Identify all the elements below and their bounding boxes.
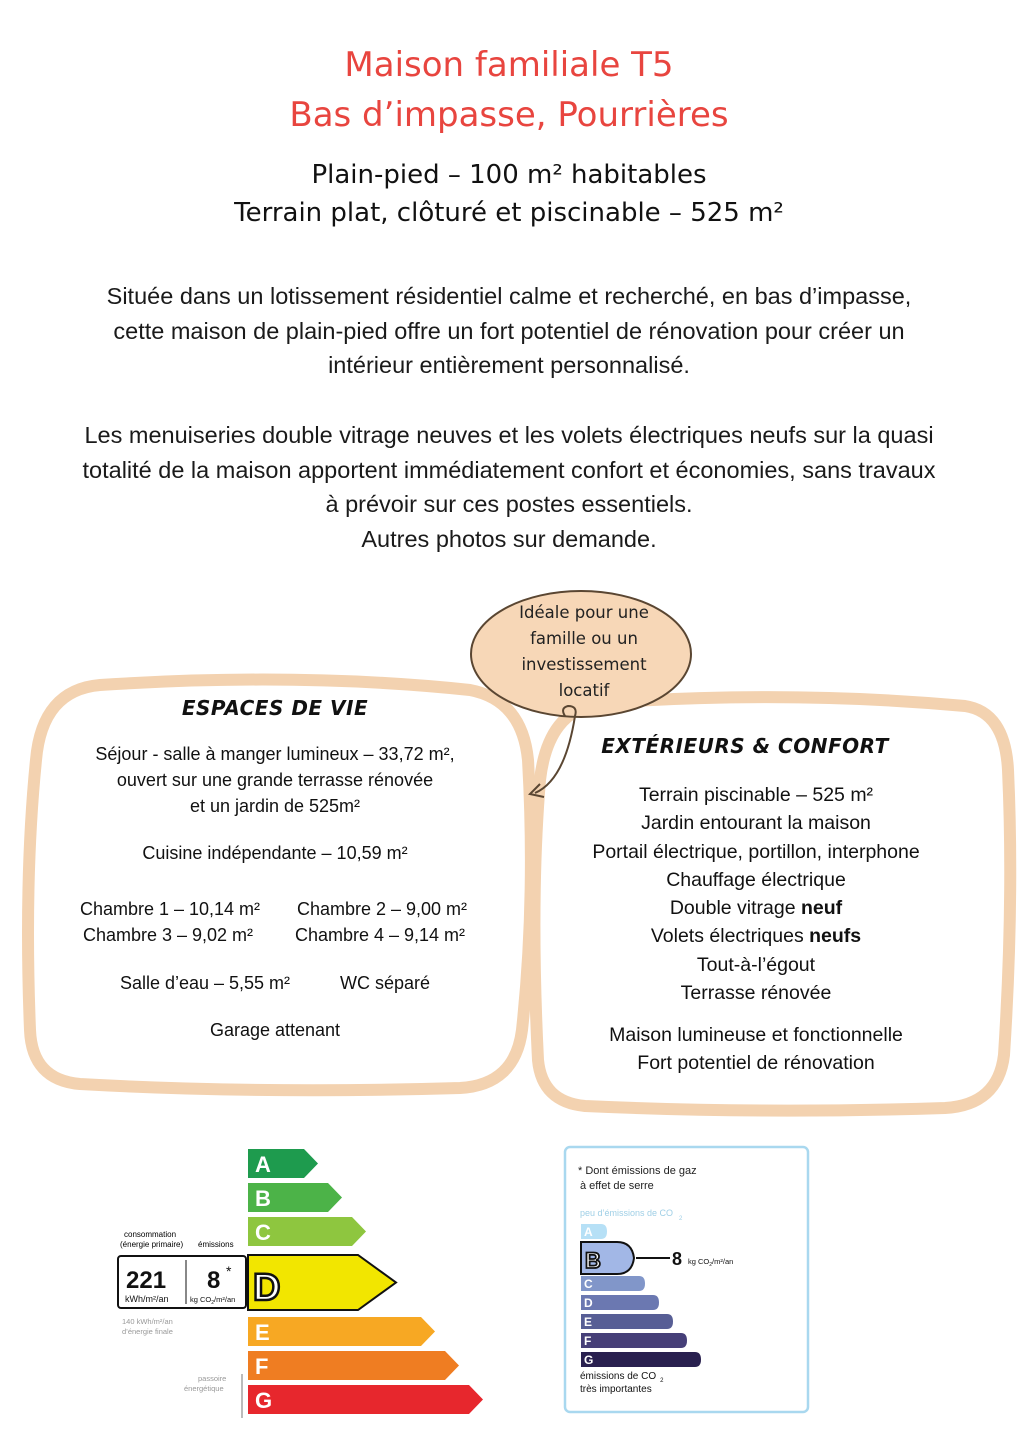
ges-bar-d: [581, 1295, 659, 1310]
volets-bold: neufs: [809, 925, 862, 948]
dpe-bar-g: [248, 1385, 483, 1414]
ges-high-text: émissions de CO: [580, 1371, 657, 1382]
ges-low-text: peu d’émissions de CO: [580, 1208, 674, 1218]
bubble-line: locatif: [558, 681, 610, 700]
dpe-bar-letter-c: C: [255, 1220, 271, 1245]
bubble-line: investissement: [521, 655, 647, 674]
ges-bar-letter-a: A: [584, 1225, 593, 1239]
dpe-bar-letter-f: F: [255, 1354, 269, 1379]
living-wc: WC séparé: [339, 973, 431, 993]
title-line-1: Maison familiale T5: [344, 45, 674, 85]
bubble-line: Idéale pour une: [519, 603, 649, 622]
exterior-item: Tout-à-l’égout: [696, 953, 816, 976]
ges-high-label-2: très importantes: [580, 1384, 652, 1395]
living-chambre-3: Chambre 3 – 9,02 m²: [82, 925, 254, 945]
ges-bar-letter-d: D: [584, 1296, 593, 1310]
ges-bar-letter-f: F: [584, 1334, 592, 1348]
exterior-footer-line: Maison lumineuse et fonctionnelle: [609, 1024, 903, 1046]
ges-bar-letter-c: C: [584, 1277, 593, 1291]
exterior-item-vitrage: [550, 894, 962, 922]
description-line: à prévoir sur ces postes essentiels.: [325, 491, 693, 517]
dpe-unit-suffix: /m²/an: [214, 1295, 236, 1304]
dpe-consumption-unit: kWh/m²/an: [125, 1294, 169, 1304]
ges-unit-sub: 2: [709, 1262, 713, 1268]
dpe-bar-f: [248, 1351, 459, 1380]
dpe-emissions-value: 8: [207, 1267, 221, 1294]
dpe-label-emissions: émissions: [198, 1240, 234, 1249]
ges-low-sub: 2: [679, 1216, 683, 1222]
ges-unit-suffix: /m²/an: [712, 1257, 734, 1266]
dpe-emissions-star: *: [226, 1263, 232, 1279]
living-line: Séjour - salle à manger lumineux – 33,72 m²,: [95, 744, 455, 764]
dpe-bar-letter-b: B: [255, 1186, 271, 1211]
ges-bar-letter-e: E: [584, 1315, 593, 1329]
title-line-2: Bas d’impasse, Pourrières: [289, 95, 729, 135]
living-sejour: [50, 741, 500, 819]
exterior-item-volets: [550, 922, 962, 950]
living-heading: ESPACES DE VIE: [181, 696, 369, 720]
ges-note-1: * Dont émissions de gaz: [578, 1165, 697, 1177]
living-line: ouvert sur une grande terrasse rénovée: [116, 770, 434, 790]
living-chambre-2: Chambre 2 – 9,00 m²: [296, 899, 468, 919]
dpe-bar-e: [248, 1317, 435, 1346]
ges-bar-letter-g: G: [584, 1353, 594, 1367]
dpe-label-consumption-1: consommation: [124, 1230, 177, 1239]
subtitle-line-1: Plain-pied – 100 m² habitables: [311, 160, 707, 190]
living-chambre-4: Chambre 4 – 9,14 m²: [294, 925, 466, 945]
description-line: intérieur entièrement personnalisé.: [328, 352, 690, 378]
dpe-final-energy-2: d’énergie finale: [122, 1327, 173, 1336]
description-line: Située dans un lotissement résidentiel calme et recherché, en bas d’impasse,: [106, 283, 912, 309]
exterior-item: Terrain piscinable – 525 m²: [638, 784, 874, 806]
exterior-footer: [550, 1021, 962, 1078]
dpe-passoire-2: énergétique: [184, 1384, 224, 1393]
living-salle-eau: Salle d’eau – 5,55 m²: [119, 973, 291, 993]
dpe-current-letter: D: [253, 1267, 281, 1309]
description-line: totalité de la maison apportent immédiatement confort et économies, sans travaux: [82, 456, 936, 483]
ges-unit-prefix: kg CO: [688, 1257, 710, 1266]
living-chambre-1: Chambre 1 – 10,14 m²: [79, 899, 261, 919]
volets-text: Volets électriques: [650, 925, 810, 948]
dpe-bar-letter-a: A: [255, 1152, 271, 1177]
description-line: cette maison de plain-pied offre un fort potentiel de rénovation pour créer un: [113, 317, 905, 344]
bubble-text: [480, 600, 688, 704]
living-garage: Garage attenant: [209, 1020, 341, 1040]
ges-high-sub: 2: [660, 1378, 664, 1384]
exterior-item: Jardin entourant la maison: [641, 812, 871, 835]
dpe-bar-letter-e: E: [255, 1320, 270, 1345]
subtitle-line-2: Terrain plat, clôturé et piscinable – 525 m²: [234, 198, 784, 228]
dpe-final-energy-1: 140 kWh/m²/an: [122, 1317, 173, 1326]
dpe-consumption-value: 221: [126, 1267, 167, 1294]
exterior-item: Chauffage électrique: [666, 868, 846, 891]
ges-current-letter: B: [585, 1248, 601, 1273]
dpe-unit-sub: 2: [211, 1300, 215, 1306]
living-cuisine: Cuisine indépendante – 10,59 m²: [142, 843, 408, 863]
exterior-item: Portail électrique, portillon, interphone: [592, 840, 920, 863]
ges-label: [562, 1144, 812, 1416]
living-line: et un jardin de 525m²: [189, 796, 361, 816]
exterior-item: Terrasse rénovée: [680, 982, 832, 1005]
bubble-line: famille ou un: [530, 629, 638, 648]
ges-note-2: à effet de serre: [580, 1180, 654, 1192]
ges-value: 8: [672, 1249, 683, 1269]
vitrage-bold: neuf: [801, 897, 843, 920]
ges-bar-e: [581, 1314, 673, 1329]
description-line: Autres photos sur demande.: [361, 525, 657, 552]
exterior-heading: EXTÉRIEURS & CONFORT: [601, 734, 889, 758]
vitrage-text: Double vitrage: [669, 897, 801, 920]
description-line: Les menuiseries double vitrage neuves et les volets électriques neufs sur la quasi: [84, 422, 934, 448]
dpe-label: [110, 1140, 500, 1425]
dpe-unit-prefix: kg CO: [190, 1295, 212, 1304]
exterior-footer-line: Fort potentiel de rénovation: [637, 1052, 875, 1075]
dpe-passoire-1: passoire: [198, 1374, 227, 1383]
ges-bar-f: [581, 1333, 687, 1348]
exterior-list: [550, 781, 962, 1007]
ges-bar-g: [581, 1352, 701, 1367]
dpe-bar-letter-g: G: [255, 1388, 273, 1413]
dpe-label-consumption-2: (énergie primaire): [120, 1240, 184, 1249]
